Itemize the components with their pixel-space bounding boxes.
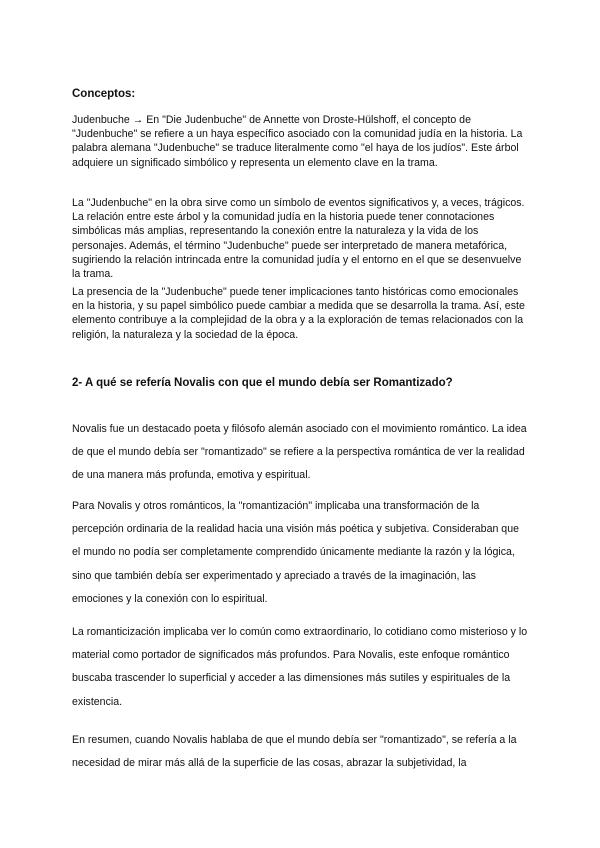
paragraph-romantizacion: Para Novalis y otros románticos, la "romantización" implicaba una transformación de la percepción ordinaria de la realidad hacia una visión más poética y subjetiva. Consideraban que el mundo no podía ser completamente comprendido únicamente mediante la razón y la lógica, sino que también debía ser experimentado y apreciado a través de la imaginación, las emociones y la conexión con lo espiritual. — [72, 500, 519, 605]
paragraph-novalis-intro: Novalis fue un destacado poeta y filósofo alemán asociado con el movimiento romántico. La idea de que el mundo debía ser "romantizado" se refiere a la perspectiva romántica de ver la realidad de una manera más profunda, emotiva y espiritual. — [72, 423, 527, 482]
paragraph-romanticizacion: La romanticización implicaba ver lo común como extraordinario, lo cotidiano como misterioso y lo material como portador de significados más profundos. Para Novalis, este enfoque romántico buscaba trascender lo superficial y acceder a las dimensiones más sutiles y espirituales de la existencia. — [72, 626, 528, 708]
section-heading-conceptos: Conceptos: — [72, 88, 136, 100]
paragraph-judenbuche-definition: Judenbuche → En "Die Judenbuche" de Annette von Droste-Hülshoff, el concepto de "Judenbuche" se refiere a un haya específico asociado con la comunidad judía en la historia. La palabra alemana "Judenbuche" se traduce literalmente como "el haya de los judíos". Este árbol adquiere un significado simbólico y representa un elemento clave en la trama. — [72, 114, 523, 169]
section-heading-novalis-question: 2- A qué se refería Novalis con que el mundo debía ser Romantizado? — [72, 377, 453, 389]
paragraph-judenbuche-symbol: La "Judenbuche" en la obra sirve como un símbolo de eventos significativos y, a veces, trágicos. La relación entre este árbol y la comunidad judía en la historia puede tener connotaciones simbólicas más amplias, representando la conexión entre la naturaleza y la vida de los personajes. Además, el término "Judenbuche" puede ser interpretado de manera metafórica, sugiriendo la relación intrincada entre la comunidad judía y el entorno en el que se desenvuelve la trama. — [72, 197, 525, 281]
paragraph-en-resumen: En resumen, cuando Novalis hablaba de que el mundo debía ser "romantizado", se refería a la necesidad de mirar más allá de la superficie de las cosas, abrazar la subjetividad, la — [72, 734, 517, 770]
paragraph-judenbuche-presence: La presencia de la "Judenbuche" puede tener implicaciones tanto históricas como emocionales en la historia, y su papel simbólico puede cambiar a medida que se desarrolla la trama. Así, este elemento contribuye a la complejidad de la obra y a la exploración de temas relacionados con la religión, la naturaleza y la sociedad de la época. — [72, 286, 525, 341]
